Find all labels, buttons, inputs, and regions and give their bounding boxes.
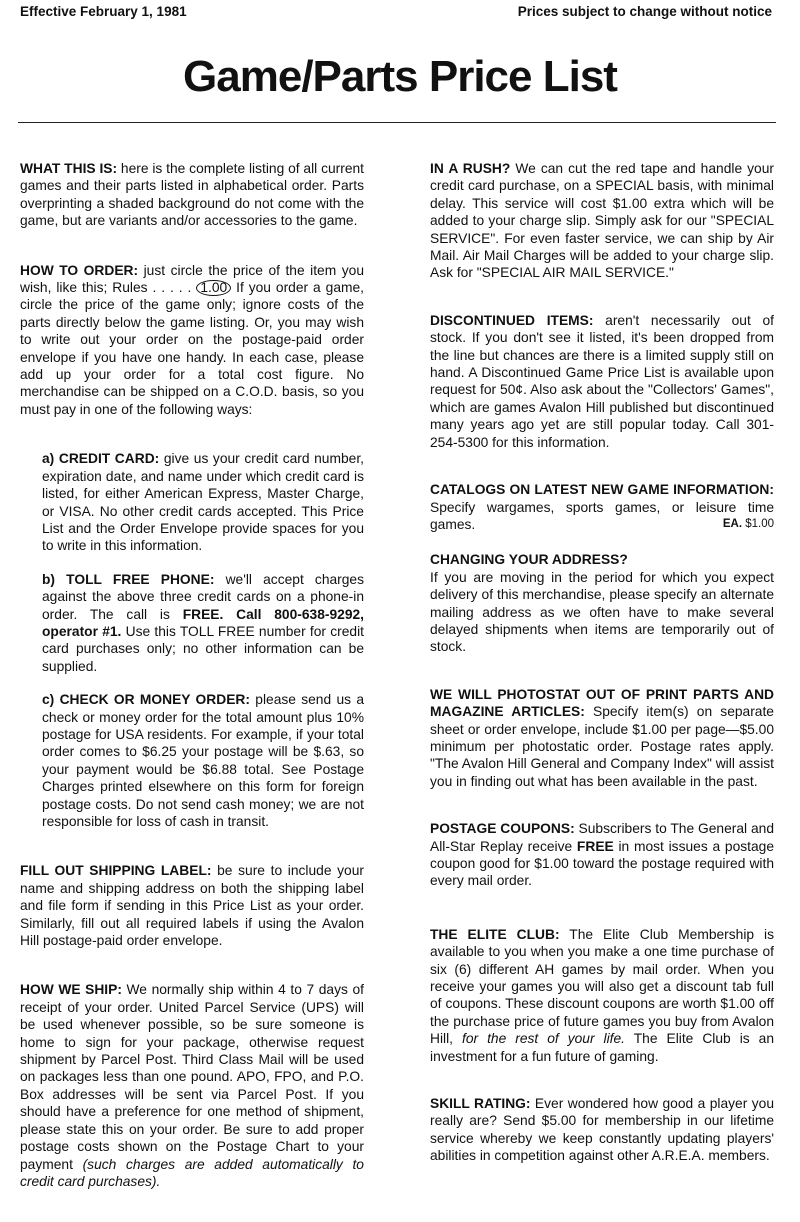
- section-italic-note: (such charges are added automatically to credit card purchases).: [20, 1156, 364, 1189]
- section-in-a-rush: [430, 160, 774, 282]
- section-body: Ever wondered how good a player you really are? Send $5.00 for membership in our lifetime service whereby we keep constantly updating players' abilities in competition against other A.R.E.A. members.: [430, 1096, 774, 1164]
- section-body: Subscribers to The General and All-Star Replay receive: [430, 821, 774, 854]
- phone-number: FREE. Call 800-638-9292, operator #1.: [42, 606, 364, 639]
- section-heading: HOW WE SHIP:: [20, 982, 122, 998]
- section-heading: IN A RUSH?: [430, 161, 511, 176]
- section-check-money-order: [42, 691, 364, 830]
- section-body: just circle the price of the item you wish, like this; Rules . . . . .: [20, 262, 364, 296]
- section-body: we'll accept charges against the above three credit cards on a phone-in order. The call is: [42, 571, 365, 622]
- section-heading: FILL OUT SHIPPING LABEL:: [20, 863, 212, 879]
- catalog-price: [723, 516, 774, 533]
- section-body-continued: The Elite Club is an investment for a fun future of gaming.: [430, 1031, 774, 1064]
- section-body-continued: Use this TOLL FREE number for credit card purchases only; no other information can be supplied.: [42, 623, 364, 674]
- section-heading: c) CHECK OR MONEY ORDER:: [42, 692, 250, 708]
- section-body-continued: in most issues a postage coupon good for $1.00 toward the postage required with every mail order.: [430, 838, 774, 889]
- section-how-to-order: [20, 262, 364, 419]
- section-heading: DISCONTINUED ITEMS:: [430, 312, 594, 328]
- section-heading: CHANGING YOUR ADDRESS?: [430, 552, 628, 568]
- price-label: EA.: [722, 517, 743, 530]
- section-postage-coupons: [430, 820, 774, 890]
- section-body: If you are moving in the period for which you expect delivery of this merchandise, please specify an alternate mailing address as we often have to make several delayed shipments when items are temporarily out of stock.: [430, 569, 774, 655]
- section-toll-free-phone: [42, 571, 364, 675]
- section-body-continued: If you order a game, circle the price of the game only; ignore costs of the parts directly below the game listing. Or, you may wish to write out your order on the postage-paid order envelope if you have one handy. In each case, please add up your order for a total cost figure. No merchandise can be shipped on a C.O.D. basis, so you must pay in one of the following ways:: [20, 280, 364, 417]
- section-italic-note: for the rest of your life.: [461, 1031, 626, 1047]
- section-heading: SKILL RATING:: [430, 1096, 531, 1112]
- section-body: be sure to include your name and shipping address on both the shipping label and file form if sending in this Price List as your order. Similarly, fill out all required labels if using the Avalon Hill postage-paid order envelope.: [20, 863, 364, 949]
- section-changing-address: [430, 551, 774, 655]
- section-body: Specify wargames, sports games, or leisure time games.: [430, 499, 774, 532]
- section-skill-rating: [430, 1095, 774, 1165]
- section-body: here is the complete listing of all current games and their parts listed in alphabetical order. Parts overprinting a shaded background do not come with the game, but are variants and/or accessories to the game.: [20, 161, 365, 229]
- section-body: give us your credit card number, expiration date, and name under which credit card is listed, for either American Express, Master Charge, or VISA. No other credit cards accepted. This Price List and the Order Envelope provide spaces for you to write in this information.: [42, 451, 364, 554]
- section-catalogs: [430, 481, 774, 533]
- price-notice: Prices subject to change without notice: [517, 4, 772, 19]
- section-heading: WE WILL PHOTOSTAT OUT OF PRINT PARTS AND MAGAZINE ARTICLES:: [430, 686, 774, 720]
- section-heading: HOW TO ORDER:: [20, 262, 139, 278]
- price-amount: $1.00: [745, 517, 774, 530]
- title-divider: [18, 122, 776, 123]
- left-column: [20, 160, 364, 1222]
- effective-date: Effective February 1, 1981: [20, 4, 187, 19]
- section-shipping-label: [20, 862, 364, 949]
- right-column: [430, 160, 774, 1195]
- section-credit-card: [42, 450, 364, 554]
- section-photostat: [430, 686, 774, 790]
- section-what-this-is: [20, 160, 364, 230]
- section-discontinued-items: [430, 312, 774, 451]
- section-body: Specify item(s) on separate sheet or order envelope, include $1.00 per page—$5.00 minimum per photostatic order. Postage rates apply. "The Avalon Hill General and Company Index" will assist you in finding out what has been available in the past.: [430, 704, 774, 789]
- section-heading: a) CREDIT CARD:: [42, 451, 160, 467]
- section-how-we-ship: [20, 981, 364, 1190]
- section-body: please send us a check or money order for the total amount plus 10% postage for USA residents. For example, if your total order comes to $6.25 your postage will be $.63, so your payment would be $6.88 total. See Postage Charges printed elsewhere on this form for foreign postage costs. Do not send cash money; we are not responsible for loss of cash in transit.: [42, 692, 364, 829]
- section-heading: POSTAGE COUPONS:: [430, 821, 575, 837]
- section-body: We can cut the red tape and handle your credit card purchase, on a SPECIAL basis, with minimal delay. This service will cost $1.00 extra which will be added to your charge slip. Simply ask for our "SPECIAL SERVICE". For even faster service, we can ship by Air Mail. Air Mail Charges will be added to your charge slip. Ask for "SPECIAL AIR MAIL SERVICE.": [430, 161, 774, 281]
- section-body: We normally ship within 4 to 7 days of receipt of your order. United Parcel Service (UPS) will be used whenever possible, so be sure someone is home to sign for your package, otherwise request shipment by Parcel Post. Third Class Mail will be used on packages less than one pound. APO, FPO, and P.O. Box addresses will be sent via Parcel Post. If you should have a preference for one method of shipment, please state this on your order. Be sure to add proper postage costs shown on the Postage Chart to your payment: [20, 982, 364, 1172]
- circled-price-example: 1.00: [196, 280, 231, 296]
- section-body: The Elite Club Membership is available to you when you make a one time purchase of six (6) different AH games by mail order. When you receive your games you will also get a discount tab full of coupons. These discount coupons are worth $1.00 off the purchase price of future games you buy from Avalon Hill,: [430, 926, 774, 1047]
- section-elite-club: [430, 926, 774, 1065]
- section-body: aren't necessarily out of stock. If you don't see it listed, it's been dropped from the line but chances are there is a limited supply still on hand. A Discontinued Game Price List is available upon request for 50¢. Also ask about the "Collectors' Games", which are games Avalon Hill published but discontinued many years ago yet are still popular today. Call 301-254-5300 for this information.: [430, 312, 774, 450]
- section-heading: CATALOGS ON LATEST NEW GAME INFORMATION:: [430, 482, 774, 498]
- section-heading: THE ELITE CLUB:: [430, 926, 560, 942]
- top-line: [20, 4, 772, 19]
- free-emphasis: FREE: [576, 838, 614, 854]
- section-heading: WHAT THIS IS:: [20, 161, 118, 176]
- section-heading: b) TOLL FREE PHONE:: [42, 571, 215, 587]
- page-title: Game/Parts Price List: [183, 52, 617, 101]
